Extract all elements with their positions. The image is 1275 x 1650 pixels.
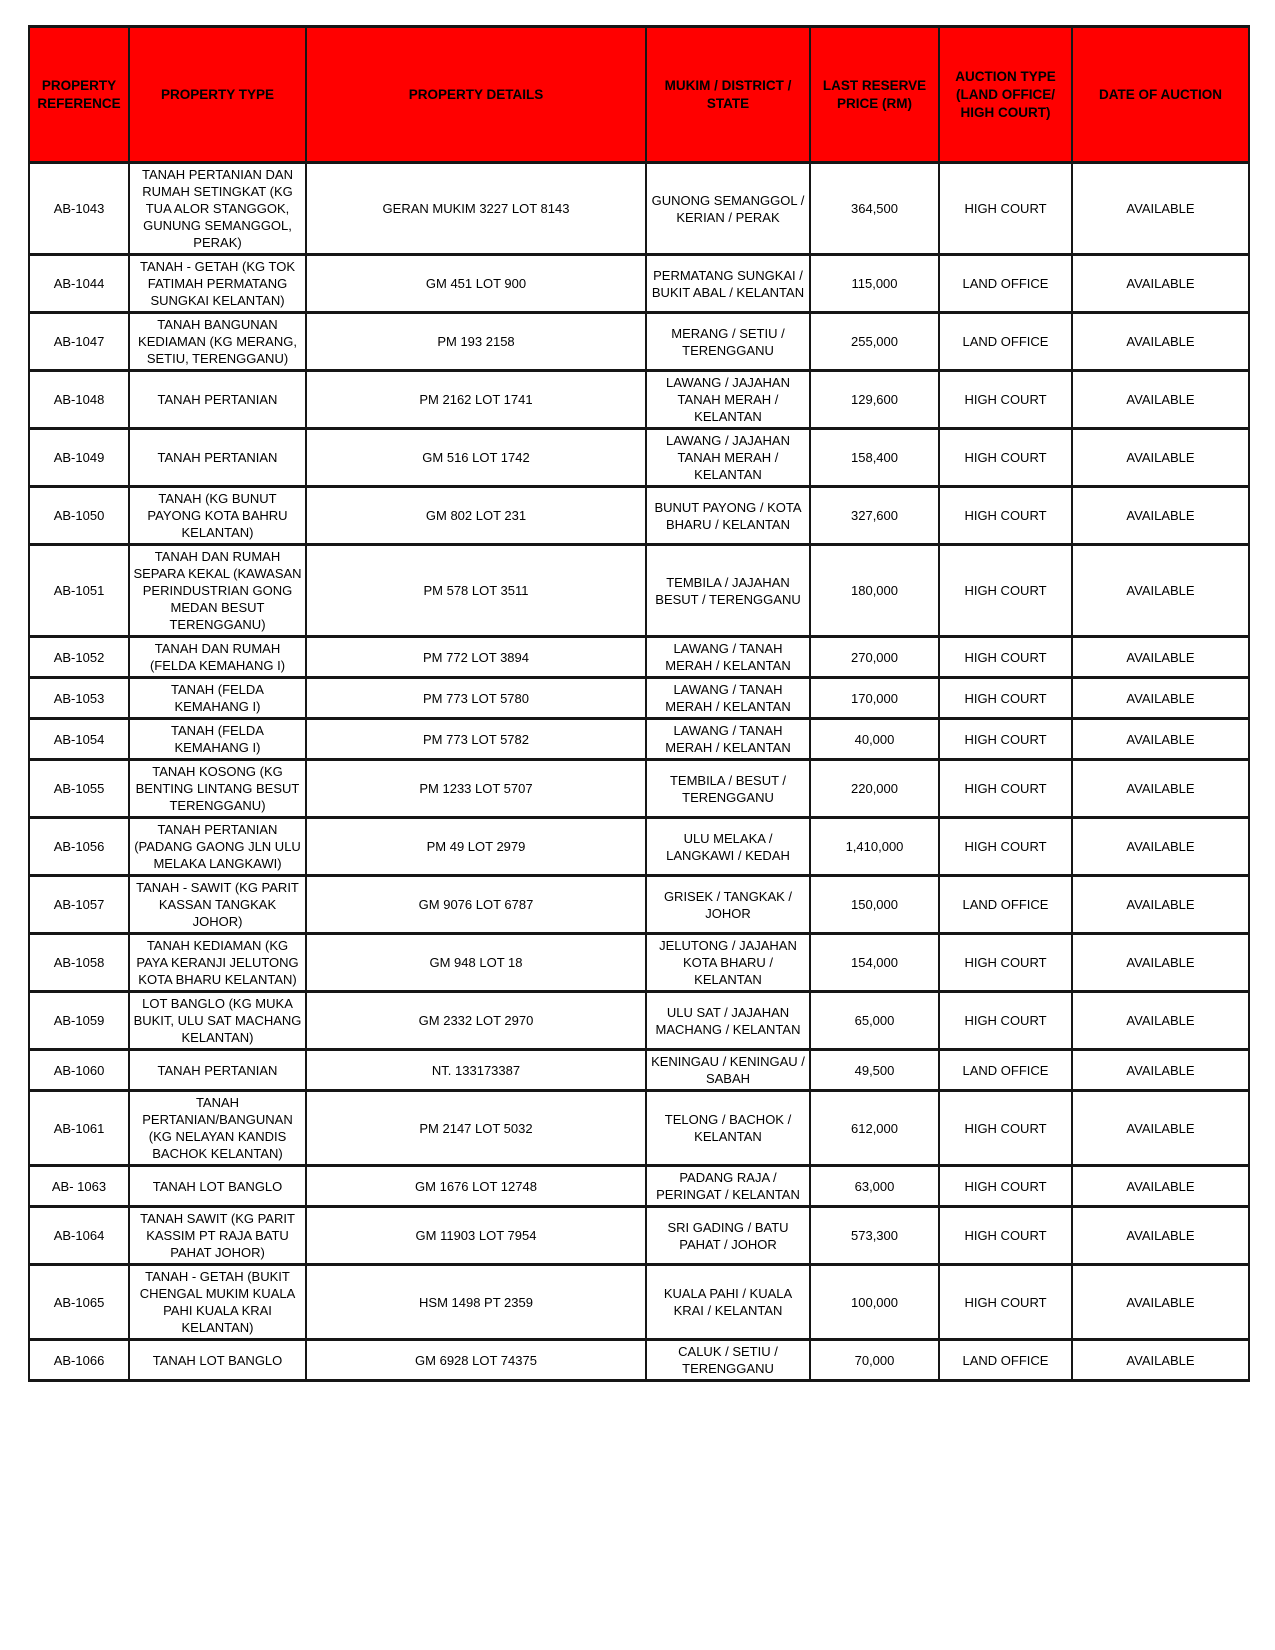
cell-last-reserve-price: 65,000 bbox=[810, 992, 939, 1050]
cell-property-type: TANAH PERTANIAN DAN RUMAH SETINGKAT (KG TUA ALOR STANGGOK, GUNUNG SEMANGGOL, PERAK) bbox=[129, 163, 306, 255]
cell-property-details: PM 772 LOT 3894 bbox=[306, 637, 646, 678]
table-row bbox=[29, 313, 1249, 371]
cell-property-reference: AB-1057 bbox=[29, 876, 129, 934]
cell-property-details: PM 49 LOT 2979 bbox=[306, 818, 646, 876]
cell-auction-type: HIGH COURT bbox=[939, 429, 1072, 487]
cell-property-details: GM 1676 LOT 12748 bbox=[306, 1166, 646, 1207]
table-row bbox=[29, 255, 1249, 313]
table-row bbox=[29, 818, 1249, 876]
cell-property-reference: AB-1050 bbox=[29, 487, 129, 545]
table-body bbox=[29, 163, 1249, 1381]
cell-property-type: TANAH KEDIAMAN (KG PAYA KERANJI JELUTONG KOTA BHARU KELANTAN) bbox=[129, 934, 306, 992]
cell-property-details: GM 516 LOT 1742 bbox=[306, 429, 646, 487]
property-auction-table bbox=[28, 25, 1250, 1382]
cell-date-of-auction: AVAILABLE bbox=[1072, 1166, 1249, 1207]
cell-property-type: TANAH (FELDA KEMAHANG I) bbox=[129, 678, 306, 719]
cell-last-reserve-price: 612,000 bbox=[810, 1091, 939, 1166]
cell-property-type: TANAH LOT BANGLO bbox=[129, 1340, 306, 1381]
table-row bbox=[29, 371, 1249, 429]
cell-mukim-district-state: LAWANG / JAJAHAN TANAH MERAH / KELANTAN bbox=[646, 371, 810, 429]
cell-last-reserve-price: 573,300 bbox=[810, 1207, 939, 1265]
cell-property-reference: AB-1051 bbox=[29, 545, 129, 637]
cell-date-of-auction: AVAILABLE bbox=[1072, 163, 1249, 255]
column-header-property-reference: PROPERTY REFERENCE bbox=[29, 27, 129, 163]
cell-property-reference: AB-1052 bbox=[29, 637, 129, 678]
cell-last-reserve-price: 270,000 bbox=[810, 637, 939, 678]
cell-property-type: TANAH PERTANIAN (PADANG GAONG JLN ULU MELAKA LANGKAWI) bbox=[129, 818, 306, 876]
cell-mukim-district-state: TEMBILA / JAJAHAN BESUT / TERENGGANU bbox=[646, 545, 810, 637]
cell-property-reference: AB-1061 bbox=[29, 1091, 129, 1166]
cell-mukim-district-state: PERMATANG SUNGKAI / BUKIT ABAL / KELANTAN bbox=[646, 255, 810, 313]
table-row bbox=[29, 1265, 1249, 1340]
table-row bbox=[29, 992, 1249, 1050]
cell-auction-type: HIGH COURT bbox=[939, 934, 1072, 992]
cell-property-type: TANAH DAN RUMAH SEPARA KEKAL (KAWASAN PERINDUSTRIAN GONG MEDAN BESUT TERENGGANU) bbox=[129, 545, 306, 637]
cell-property-reference: AB-1054 bbox=[29, 719, 129, 760]
cell-property-reference: AB-1064 bbox=[29, 1207, 129, 1265]
cell-last-reserve-price: 327,600 bbox=[810, 487, 939, 545]
cell-last-reserve-price: 220,000 bbox=[810, 760, 939, 818]
cell-property-type: TANAH (FELDA KEMAHANG I) bbox=[129, 719, 306, 760]
cell-auction-type: HIGH COURT bbox=[939, 992, 1072, 1050]
cell-mukim-district-state: LAWANG / TANAH MERAH / KELANTAN bbox=[646, 637, 810, 678]
cell-last-reserve-price: 180,000 bbox=[810, 545, 939, 637]
cell-property-reference: AB-1049 bbox=[29, 429, 129, 487]
cell-date-of-auction: AVAILABLE bbox=[1072, 1091, 1249, 1166]
cell-auction-type: LAND OFFICE bbox=[939, 876, 1072, 934]
cell-property-type: TANAH PERTANIAN bbox=[129, 371, 306, 429]
cell-last-reserve-price: 364,500 bbox=[810, 163, 939, 255]
cell-last-reserve-price: 150,000 bbox=[810, 876, 939, 934]
cell-last-reserve-price: 255,000 bbox=[810, 313, 939, 371]
table-header bbox=[29, 27, 1249, 163]
column-header-mukim-district-state: MUKIM / DISTRICT / STATE bbox=[646, 27, 810, 163]
cell-mukim-district-state: CALUK / SETIU / TERENGGANU bbox=[646, 1340, 810, 1381]
cell-date-of-auction: AVAILABLE bbox=[1072, 992, 1249, 1050]
cell-property-details: GM 948 LOT 18 bbox=[306, 934, 646, 992]
table-row bbox=[29, 1166, 1249, 1207]
cell-auction-type: HIGH COURT bbox=[939, 760, 1072, 818]
cell-property-type: TANAH PERTANIAN/BANGUNAN (KG NELAYAN KANDIS BACHOK KELANTAN) bbox=[129, 1091, 306, 1166]
table-row bbox=[29, 1207, 1249, 1265]
table-row bbox=[29, 760, 1249, 818]
cell-property-reference: AB-1056 bbox=[29, 818, 129, 876]
cell-property-details: PM 2162 LOT 1741 bbox=[306, 371, 646, 429]
cell-mukim-district-state: GUNONG SEMANGGOL / KERIAN / PERAK bbox=[646, 163, 810, 255]
table-row bbox=[29, 1091, 1249, 1166]
cell-property-type: TANAH KOSONG (KG BENTING LINTANG BESUT TERENGGANU) bbox=[129, 760, 306, 818]
cell-property-details: GM 802 LOT 231 bbox=[306, 487, 646, 545]
cell-auction-type: HIGH COURT bbox=[939, 818, 1072, 876]
cell-property-details: PM 578 LOT 3511 bbox=[306, 545, 646, 637]
cell-date-of-auction: AVAILABLE bbox=[1072, 760, 1249, 818]
table-row bbox=[29, 876, 1249, 934]
table-row bbox=[29, 487, 1249, 545]
cell-mukim-district-state: ULU SAT / JAJAHAN MACHANG / KELANTAN bbox=[646, 992, 810, 1050]
cell-date-of-auction: AVAILABLE bbox=[1072, 313, 1249, 371]
cell-property-details: GM 2332 LOT 2970 bbox=[306, 992, 646, 1050]
cell-property-type: TANAH - SAWIT (KG PARIT KASSAN TANGKAK JOHOR) bbox=[129, 876, 306, 934]
cell-property-details: GM 6928 LOT 74375 bbox=[306, 1340, 646, 1381]
column-header-last-reserve-price: LAST RESERVE PRICE (RM) bbox=[810, 27, 939, 163]
cell-auction-type: HIGH COURT bbox=[939, 487, 1072, 545]
cell-last-reserve-price: 70,000 bbox=[810, 1340, 939, 1381]
cell-property-reference: AB-1058 bbox=[29, 934, 129, 992]
cell-property-details: PM 1233 LOT 5707 bbox=[306, 760, 646, 818]
cell-property-type: LOT BANGLO (KG MUKA BUKIT, ULU SAT MACHANG KELANTAN) bbox=[129, 992, 306, 1050]
table-row bbox=[29, 163, 1249, 255]
cell-mukim-district-state: TEMBILA / BESUT / TERENGGANU bbox=[646, 760, 810, 818]
table-row bbox=[29, 545, 1249, 637]
cell-date-of-auction: AVAILABLE bbox=[1072, 429, 1249, 487]
cell-property-details: PM 773 LOT 5780 bbox=[306, 678, 646, 719]
cell-auction-type: LAND OFFICE bbox=[939, 1340, 1072, 1381]
cell-auction-type: HIGH COURT bbox=[939, 637, 1072, 678]
cell-last-reserve-price: 100,000 bbox=[810, 1265, 939, 1340]
cell-auction-type: HIGH COURT bbox=[939, 719, 1072, 760]
cell-property-details: PM 193 2158 bbox=[306, 313, 646, 371]
cell-property-details: GM 451 LOT 900 bbox=[306, 255, 646, 313]
cell-date-of-auction: AVAILABLE bbox=[1072, 545, 1249, 637]
cell-property-reference: AB- 1063 bbox=[29, 1166, 129, 1207]
cell-date-of-auction: AVAILABLE bbox=[1072, 818, 1249, 876]
cell-property-details: HSM 1498 PT 2359 bbox=[306, 1265, 646, 1340]
cell-mukim-district-state: KENINGAU / KENINGAU / SABAH bbox=[646, 1050, 810, 1091]
cell-date-of-auction: AVAILABLE bbox=[1072, 1340, 1249, 1381]
cell-last-reserve-price: 170,000 bbox=[810, 678, 939, 719]
cell-last-reserve-price: 49,500 bbox=[810, 1050, 939, 1091]
cell-date-of-auction: AVAILABLE bbox=[1072, 678, 1249, 719]
cell-property-reference: AB-1055 bbox=[29, 760, 129, 818]
column-header-auction-type: AUCTION TYPE (LAND OFFICE/ HIGH COURT) bbox=[939, 27, 1072, 163]
column-header-property-type: PROPERTY TYPE bbox=[129, 27, 306, 163]
cell-last-reserve-price: 154,000 bbox=[810, 934, 939, 992]
table-row bbox=[29, 934, 1249, 992]
cell-mukim-district-state: ULU MELAKA / LANGKAWI / KEDAH bbox=[646, 818, 810, 876]
cell-property-details: PM 773 LOT 5782 bbox=[306, 719, 646, 760]
table-row bbox=[29, 429, 1249, 487]
cell-last-reserve-price: 115,000 bbox=[810, 255, 939, 313]
cell-property-type: TANAH - GETAH (KG TOK FATIMAH PERMATANG SUNGKAI KELANTAN) bbox=[129, 255, 306, 313]
cell-mukim-district-state: KUALA PAHI / KUALA KRAI / KELANTAN bbox=[646, 1265, 810, 1340]
cell-property-details: GERAN MUKIM 3227 LOT 8143 bbox=[306, 163, 646, 255]
cell-auction-type: LAND OFFICE bbox=[939, 255, 1072, 313]
cell-auction-type: HIGH COURT bbox=[939, 1265, 1072, 1340]
table-row bbox=[29, 678, 1249, 719]
cell-date-of-auction: AVAILABLE bbox=[1072, 719, 1249, 760]
table-row bbox=[29, 1340, 1249, 1381]
cell-property-reference: AB-1043 bbox=[29, 163, 129, 255]
cell-auction-type: LAND OFFICE bbox=[939, 1050, 1072, 1091]
cell-property-reference: AB-1066 bbox=[29, 1340, 129, 1381]
cell-mukim-district-state: BUNUT PAYONG / KOTA BHARU / KELANTAN bbox=[646, 487, 810, 545]
cell-last-reserve-price: 40,000 bbox=[810, 719, 939, 760]
cell-mukim-district-state: LAWANG / TANAH MERAH / KELANTAN bbox=[646, 678, 810, 719]
cell-date-of-auction: AVAILABLE bbox=[1072, 1050, 1249, 1091]
cell-last-reserve-price: 158,400 bbox=[810, 429, 939, 487]
cell-date-of-auction: AVAILABLE bbox=[1072, 876, 1249, 934]
cell-property-type: TANAH (KG BUNUT PAYONG KOTA BAHRU KELANTAN) bbox=[129, 487, 306, 545]
cell-auction-type: HIGH COURT bbox=[939, 163, 1072, 255]
cell-date-of-auction: AVAILABLE bbox=[1072, 371, 1249, 429]
cell-mukim-district-state: PADANG RAJA / PERINGAT / KELANTAN bbox=[646, 1166, 810, 1207]
cell-property-type: TANAH PERTANIAN bbox=[129, 1050, 306, 1091]
cell-property-reference: AB-1059 bbox=[29, 992, 129, 1050]
cell-property-reference: AB-1053 bbox=[29, 678, 129, 719]
cell-property-type: TANAH BANGUNAN KEDIAMAN (KG MERANG, SETIU, TERENGGANU) bbox=[129, 313, 306, 371]
cell-last-reserve-price: 1,410,000 bbox=[810, 818, 939, 876]
cell-auction-type: HIGH COURT bbox=[939, 1091, 1072, 1166]
cell-auction-type: HIGH COURT bbox=[939, 545, 1072, 637]
cell-date-of-auction: AVAILABLE bbox=[1072, 1265, 1249, 1340]
cell-auction-type: HIGH COURT bbox=[939, 371, 1072, 429]
cell-property-details: NT. 133173387 bbox=[306, 1050, 646, 1091]
table-row bbox=[29, 637, 1249, 678]
cell-last-reserve-price: 63,000 bbox=[810, 1166, 939, 1207]
cell-last-reserve-price: 129,600 bbox=[810, 371, 939, 429]
cell-property-reference: AB-1044 bbox=[29, 255, 129, 313]
cell-property-details: GM 11903 LOT 7954 bbox=[306, 1207, 646, 1265]
cell-date-of-auction: AVAILABLE bbox=[1072, 934, 1249, 992]
cell-date-of-auction: AVAILABLE bbox=[1072, 255, 1249, 313]
cell-mukim-district-state: LAWANG / JAJAHAN TANAH MERAH / KELANTAN bbox=[646, 429, 810, 487]
cell-property-reference: AB-1047 bbox=[29, 313, 129, 371]
cell-mukim-district-state: GRISEK / TANGKAK / JOHOR bbox=[646, 876, 810, 934]
cell-property-type: TANAH - GETAH (BUKIT CHENGAL MUKIM KUALA PAHI KUALA KRAI KELANTAN) bbox=[129, 1265, 306, 1340]
cell-property-details: GM 9076 LOT 6787 bbox=[306, 876, 646, 934]
column-header-property-details: PROPERTY DETAILS bbox=[306, 27, 646, 163]
cell-mukim-district-state: MERANG / SETIU / TERENGGANU bbox=[646, 313, 810, 371]
cell-date-of-auction: AVAILABLE bbox=[1072, 487, 1249, 545]
cell-property-details: PM 2147 LOT 5032 bbox=[306, 1091, 646, 1166]
table-row bbox=[29, 1050, 1249, 1091]
cell-property-type: TANAH PERTANIAN bbox=[129, 429, 306, 487]
cell-mukim-district-state: JELUTONG / JAJAHAN KOTA BHARU / KELANTAN bbox=[646, 934, 810, 992]
cell-mukim-district-state: LAWANG / TANAH MERAH / KELANTAN bbox=[646, 719, 810, 760]
table-row bbox=[29, 719, 1249, 760]
cell-property-reference: AB-1065 bbox=[29, 1265, 129, 1340]
cell-auction-type: HIGH COURT bbox=[939, 1166, 1072, 1207]
cell-mukim-district-state: SRI GADING / BATU PAHAT / JOHOR bbox=[646, 1207, 810, 1265]
cell-auction-type: HIGH COURT bbox=[939, 678, 1072, 719]
cell-property-reference: AB-1048 bbox=[29, 371, 129, 429]
cell-property-type: TANAH SAWIT (KG PARIT KASSIM PT RAJA BATU PAHAT JOHOR) bbox=[129, 1207, 306, 1265]
cell-date-of-auction: AVAILABLE bbox=[1072, 1207, 1249, 1265]
cell-mukim-district-state: TELONG / BACHOK / KELANTAN bbox=[646, 1091, 810, 1166]
table-header-row bbox=[29, 27, 1249, 163]
cell-property-type: TANAH DAN RUMAH (FELDA KEMAHANG I) bbox=[129, 637, 306, 678]
cell-property-type: TANAH LOT BANGLO bbox=[129, 1166, 306, 1207]
cell-auction-type: HIGH COURT bbox=[939, 1207, 1072, 1265]
cell-date-of-auction: AVAILABLE bbox=[1072, 637, 1249, 678]
cell-property-reference: AB-1060 bbox=[29, 1050, 129, 1091]
cell-auction-type: LAND OFFICE bbox=[939, 313, 1072, 371]
column-header-date-of-auction: DATE OF AUCTION bbox=[1072, 27, 1249, 163]
